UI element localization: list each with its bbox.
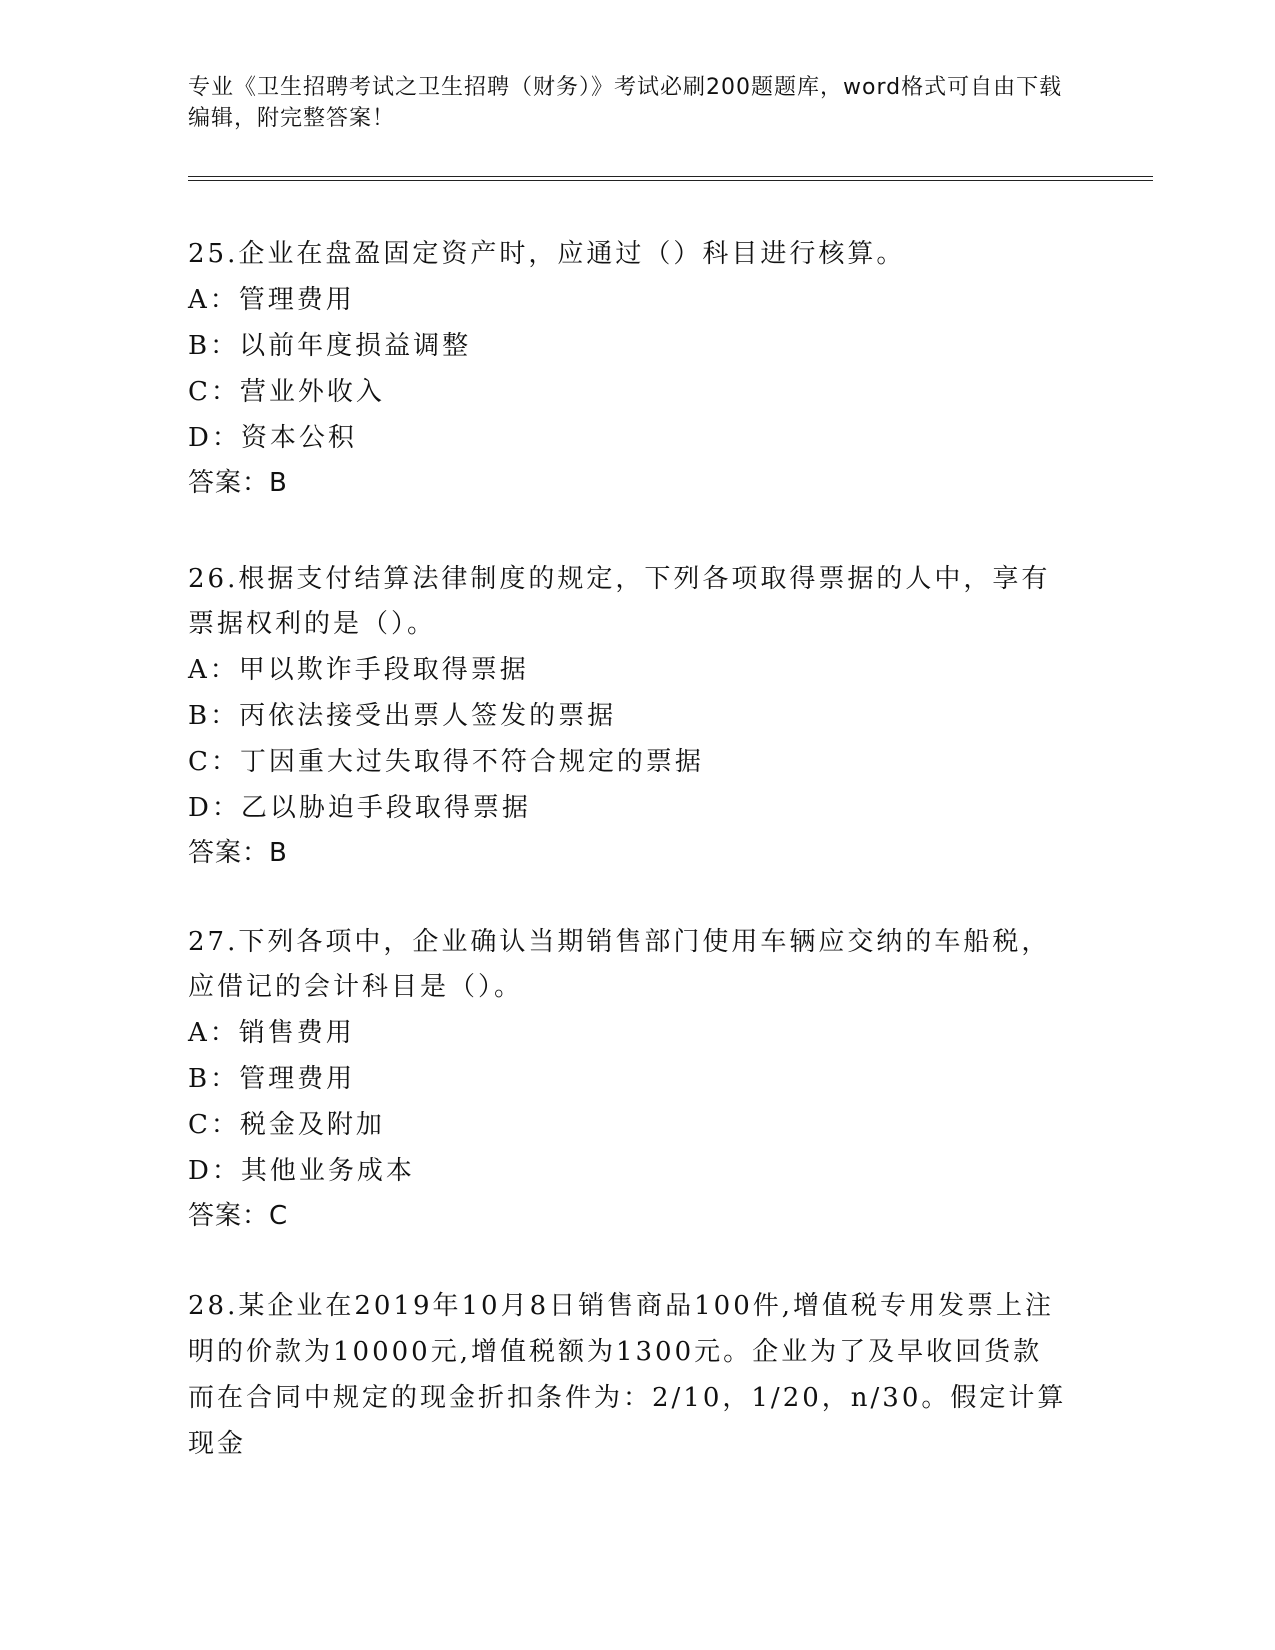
question-stem: 27.下列各项中，企业确认当期销售部门使用车辆应交纳的车船税，应借记的会计科目是（）。 [188,927,1051,1002]
question-stem: 25.企业在盘盈固定资产时，应通过（）科目进行核算。 [188,239,906,269]
header-divider [188,176,1153,177]
answer: 答案：B [188,838,288,868]
question-27 [188,920,1068,1238]
option-d: D：乙以胁迫手段取得票据 [188,793,531,823]
question-stem: 28.某企业在2019年10月8日销售商品100件,增值税专用发票上注明的价款为10000元,增值税额为1300元。企业为了及早收回货款而在合同中规定的现金折扣条件为：2/10，1/20，n/30。假定计算现金 [188,1291,1067,1459]
option-c: C：营业外收入 [188,377,385,407]
question-28 [188,1283,1068,1467]
option-d: D：资本公积 [188,423,357,453]
question-26 [188,557,1068,875]
option-a: A：管理费用 [188,285,355,315]
question-25 [188,232,1068,505]
option-d: D：其他业务成本 [188,1156,415,1186]
option-b: B：丙依法接受出票人签发的票据 [188,701,617,731]
header-divider-second [188,180,1153,181]
document-header: 专业《卫生招聘考试之卫生招聘（财务）》考试必刷200题题库，word格式可自由下载编辑，附完整答案！ [188,75,1063,131]
option-c: C：丁因重大过失取得不符合规定的票据 [188,747,704,777]
option-c: C：税金及附加 [188,1110,385,1140]
answer: 答案：C [188,1201,289,1231]
option-b: B：以前年度损益调整 [188,331,472,361]
option-b: B：管理费用 [188,1064,356,1094]
question-stem: 26.根据支付结算法律制度的规定，下列各项取得票据的人中，享有票据权利的是（）。 [188,564,1051,639]
answer: 答案：B [188,468,288,498]
option-a: A：甲以欺诈手段取得票据 [188,655,529,685]
option-a: A：销售费用 [188,1018,355,1048]
